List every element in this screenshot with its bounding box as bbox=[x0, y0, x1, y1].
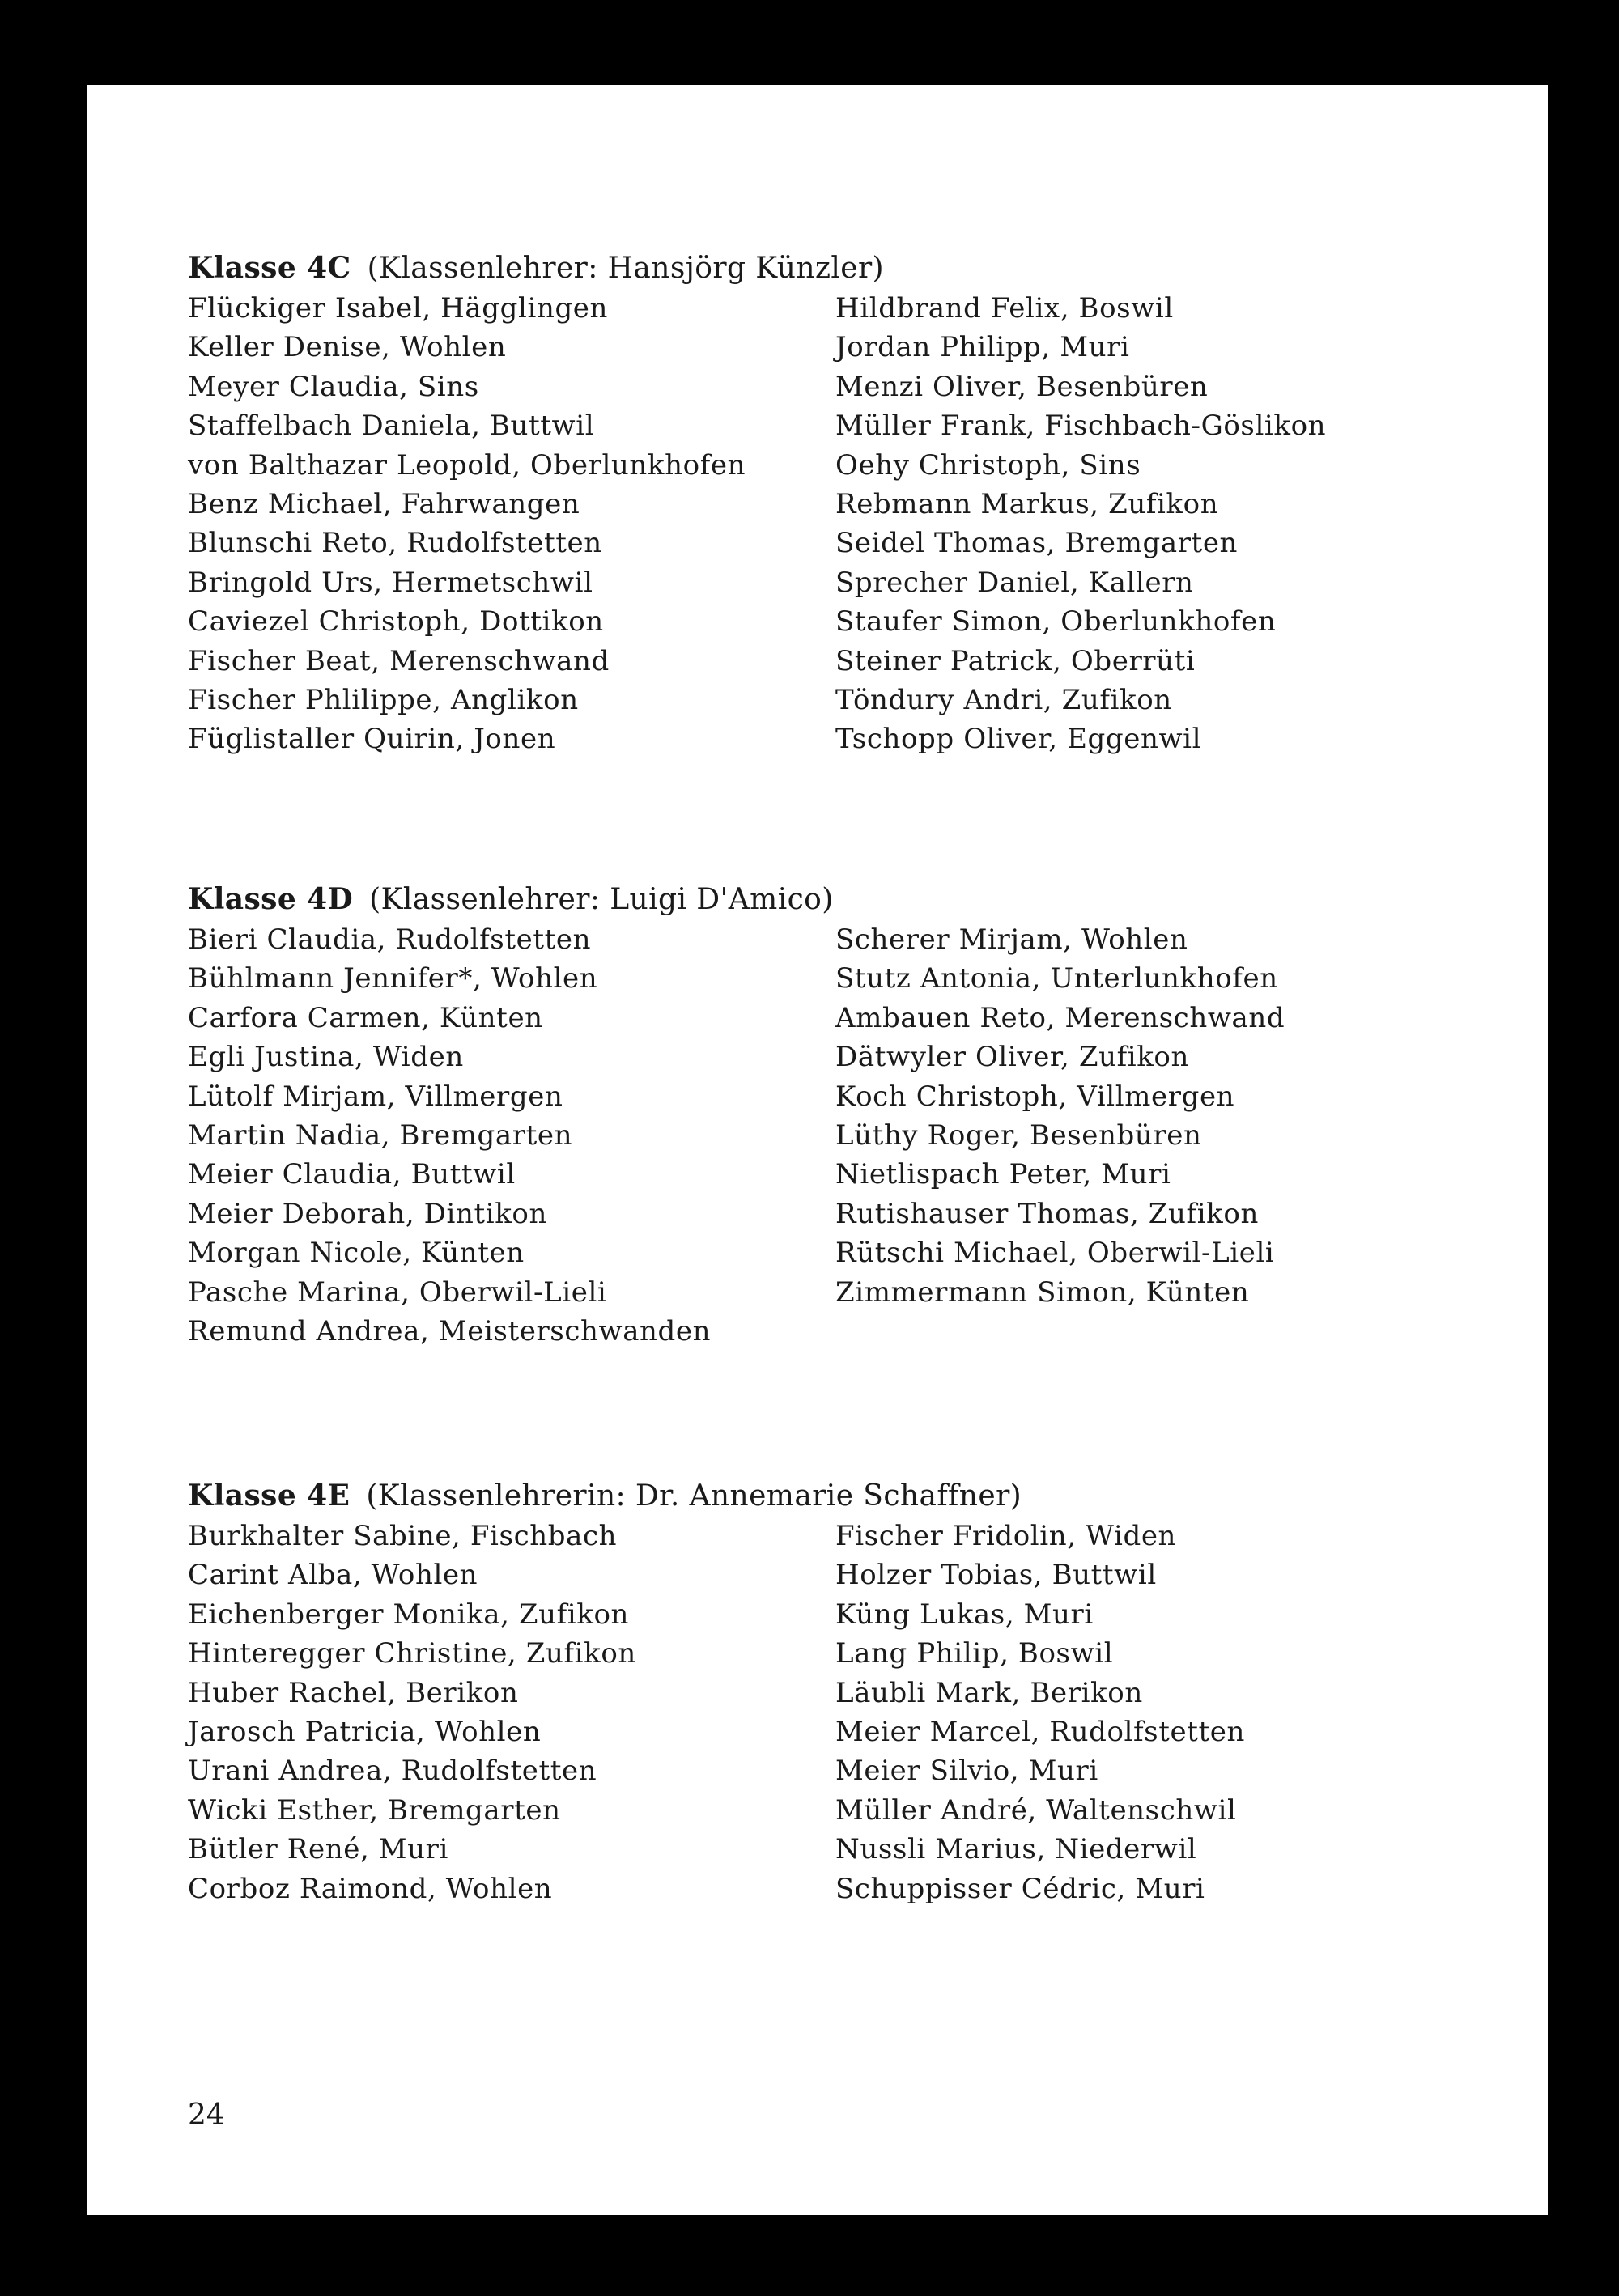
student-entry: Stutz Antonia, Unterlunkhofen bbox=[835, 962, 1278, 995]
student-entry: Eichenberger Monika, Zufikon bbox=[188, 1598, 630, 1631]
student-columns bbox=[188, 920, 1483, 1351]
student-entry: Carfora Carmen, Künten bbox=[188, 1001, 543, 1034]
student-entry: Zimmermann Simon, Künten bbox=[835, 1275, 1250, 1309]
student-entry: Meier Silvio, Muri bbox=[835, 1755, 1098, 1788]
student-column-left bbox=[188, 289, 835, 759]
student-entry: Jordan Philipp, Muri bbox=[835, 331, 1130, 364]
student-entry: Pasche Marina, Oberwil-Lieli bbox=[188, 1275, 607, 1309]
section-heading bbox=[188, 1475, 1483, 1517]
student-entry: Caviezel Christoph, Dottikon bbox=[188, 605, 604, 639]
class-name: Klasse 4D bbox=[188, 882, 354, 916]
student-entry: Rebmann Markus, Zufikon bbox=[835, 487, 1219, 520]
student-column-right bbox=[835, 1517, 1483, 1908]
student-entry: Nussli Marius, Niederwil bbox=[835, 1833, 1197, 1866]
student-entry: Rutishauser Thomas, Zufikon bbox=[835, 1197, 1259, 1230]
student-entry: Dätwyler Oliver, Zufikon bbox=[835, 1041, 1189, 1074]
student-entry: Bütler René, Muri bbox=[188, 1833, 448, 1866]
class-section-4e bbox=[188, 1475, 1483, 1908]
student-entry: Sprecher Daniel, Kallern bbox=[835, 566, 1194, 599]
student-entry: Fischer Phlilippe, Anglikon bbox=[188, 683, 579, 716]
student-entry: Staffelbach Daniela, Buttwil bbox=[188, 410, 595, 443]
student-column-right bbox=[835, 289, 1483, 759]
student-entry: Meier Claudia, Buttwil bbox=[188, 1158, 516, 1191]
class-section-4c bbox=[188, 247, 1483, 759]
student-entry: Rütschi Michael, Oberwil-Lieli bbox=[835, 1237, 1275, 1270]
section-heading bbox=[188, 878, 1483, 920]
student-entry: Läubli Mark, Berikon bbox=[835, 1676, 1143, 1709]
student-entry: Fischer Fridolin, Widen bbox=[835, 1520, 1177, 1552]
student-column-left bbox=[188, 920, 835, 1351]
class-section-4d bbox=[188, 878, 1483, 1351]
student-entry: Scherer Mirjam, Wohlen bbox=[835, 923, 1188, 956]
student-entry: Holzer Tobias, Buttwil bbox=[835, 1559, 1157, 1592]
student-entry: Seidel Thomas, Bremgarten bbox=[835, 527, 1239, 560]
student-column-right bbox=[835, 920, 1483, 1351]
section-heading bbox=[188, 247, 1483, 289]
student-entry: Oehy Christoph, Sins bbox=[835, 448, 1141, 482]
student-entry: Müller Frank, Fischbach-Göslikon bbox=[835, 410, 1327, 443]
student-entry: Bieri Claudia, Rudolfstetten bbox=[188, 923, 592, 956]
student-entry: Bühlmann Jennifer*, Wohlen bbox=[188, 962, 598, 995]
student-entry: Schuppisser Cédric, Muri bbox=[835, 1872, 1205, 1905]
student-entry: Ambauen Reto, Merenschwand bbox=[835, 1001, 1285, 1034]
student-entry: Meier Marcel, Rudolfstetten bbox=[835, 1715, 1245, 1748]
student-entry: Urani Andrea, Rudolfstetten bbox=[188, 1755, 597, 1788]
student-entry: Blunschi Reto, Rudolfstetten bbox=[188, 527, 602, 560]
student-entry: Corboz Raimond, Wohlen bbox=[188, 1872, 553, 1905]
student-entry: Füglistaller Quirin, Jonen bbox=[188, 723, 556, 756]
student-entry: Remund Andrea, Meisterschwanden bbox=[188, 1314, 712, 1347]
student-entry: Benz Michael, Fahrwangen bbox=[188, 487, 580, 520]
document-page bbox=[87, 85, 1548, 2215]
student-entry: Bringold Urs, Hermetschwil bbox=[188, 566, 593, 599]
student-entry: Huber Rachel, Berikon bbox=[188, 1676, 519, 1709]
student-entry: Lütolf Mirjam, Villmergen bbox=[188, 1080, 563, 1113]
student-entry: Burkhalter Sabine, Fischbach bbox=[188, 1520, 618, 1552]
class-name: Klasse 4E bbox=[188, 1479, 351, 1513]
student-entry: Flückiger Isabel, Hägglingen bbox=[188, 292, 609, 325]
student-entry: Küng Lukas, Muri bbox=[835, 1598, 1094, 1631]
student-entry: Morgan Nicole, Künten bbox=[188, 1237, 525, 1270]
student-entry: Keller Denise, Wohlen bbox=[188, 331, 507, 364]
class-teacher: (Klassenlehrerin: Dr. Annemarie Schaffner) bbox=[366, 1479, 1022, 1513]
student-entry: Carint Alba, Wohlen bbox=[188, 1559, 478, 1592]
student-entry: Jarosch Patricia, Wohlen bbox=[188, 1715, 542, 1748]
student-entry: Menzi Oliver, Besenbüren bbox=[835, 370, 1209, 403]
student-entry: Steiner Patrick, Oberrüti bbox=[835, 644, 1196, 677]
student-entry: Lüthy Roger, Besenbüren bbox=[835, 1118, 1202, 1152]
student-entry: Meyer Claudia, Sins bbox=[188, 370, 479, 403]
student-column-left bbox=[188, 1517, 835, 1908]
student-entry: Hildbrand Felix, Boswil bbox=[835, 292, 1174, 325]
student-entry: Müller André, Waltenschwil bbox=[835, 1793, 1237, 1827]
student-entry: Lang Philip, Boswil bbox=[835, 1637, 1114, 1670]
student-entry: Tschopp Oliver, Eggenwil bbox=[835, 723, 1202, 756]
student-entry: Nietlispach Peter, Muri bbox=[835, 1158, 1171, 1191]
student-entry: Töndury Andri, Zufikon bbox=[835, 683, 1172, 716]
class-teacher: (Klassenlehrer: Hansjörg Künzler) bbox=[367, 252, 884, 285]
student-entry: Martin Nadia, Bremgarten bbox=[188, 1118, 573, 1152]
student-entry: Hinteregger Christine, Zufikon bbox=[188, 1637, 636, 1670]
student-entry: Koch Christoph, Villmergen bbox=[835, 1080, 1235, 1113]
student-columns bbox=[188, 1517, 1483, 1908]
page-number: 24 bbox=[188, 2099, 225, 2132]
class-name: Klasse 4C bbox=[188, 251, 351, 285]
student-entry: Meier Deborah, Dintikon bbox=[188, 1197, 547, 1230]
student-entry: Fischer Beat, Merenschwand bbox=[188, 644, 610, 677]
student-entry: Wicki Esther, Bremgarten bbox=[188, 1793, 561, 1827]
student-entry: Staufer Simon, Oberlunkhofen bbox=[835, 605, 1277, 639]
student-columns bbox=[188, 289, 1483, 759]
student-entry: Egli Justina, Widen bbox=[188, 1041, 464, 1074]
student-entry: von Balthazar Leopold, Oberlunkhofen bbox=[188, 448, 746, 482]
class-teacher: (Klassenlehrer: Luigi D'Amico) bbox=[369, 883, 834, 916]
